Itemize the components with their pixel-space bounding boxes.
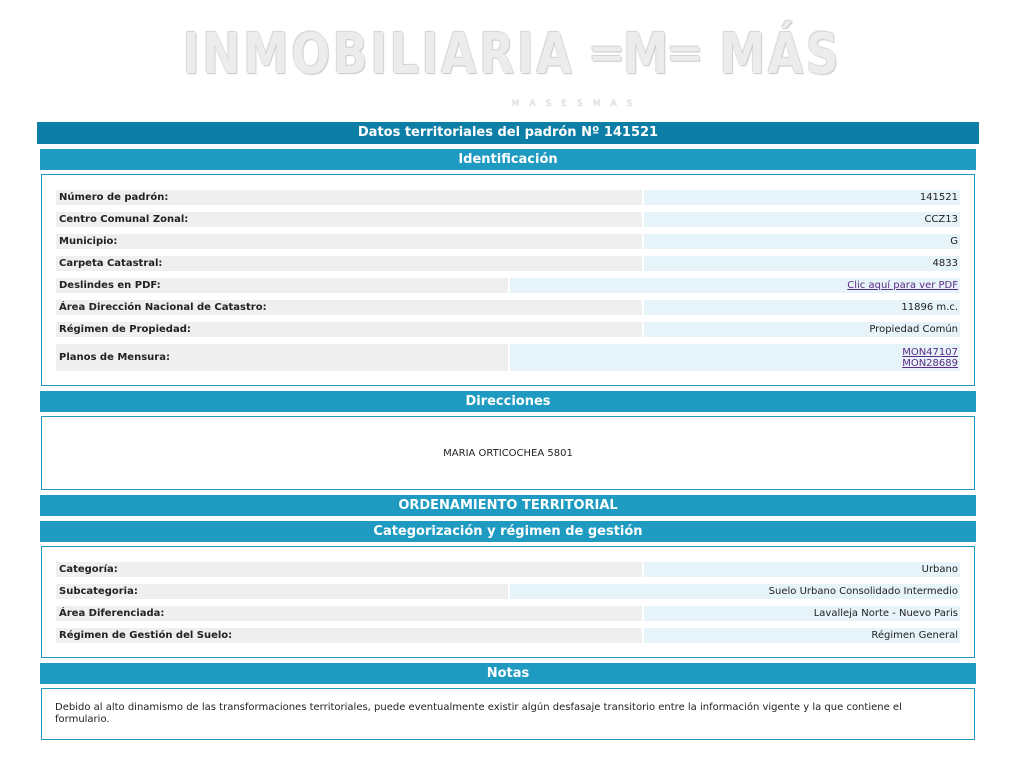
area-diferenciada-value: Lavalleja Norte - Nuevo Paris — [813, 608, 958, 619]
row-value — [510, 278, 960, 293]
section-notas-header: Notas — [40, 663, 976, 684]
section-categorizacion-header: Categorización y régimen de gestión — [40, 521, 976, 542]
subcategoria-value: Suelo Urbano Consolidado Intermedio — [768, 586, 958, 597]
row-label: Categoría: — [56, 562, 642, 577]
area-value: 11896 m.c. — [901, 302, 958, 313]
section-notas — [41, 688, 975, 740]
section-direcciones — [41, 416, 975, 490]
logo-title: INMOBILIARIA ═M═ MÁS — [182, 22, 842, 87]
row-label: Régimen de Propiedad: — [56, 322, 642, 337]
row-label: Subcategoria: — [56, 584, 508, 599]
logo — [0, 0, 1024, 120]
ccz-value: CCZ13 — [924, 214, 958, 225]
notes-text: Debido al alto dinamismo de las transformaciones territoriales, puede eventualmente existir algún desfasaje transitorio entre la información vigente y la que contiene el formulario. — [55, 702, 902, 725]
row-value — [644, 562, 960, 577]
row-value — [644, 234, 960, 249]
row-value — [644, 256, 960, 271]
address-text: MARIA ORTICOCHEA 5801 — [443, 448, 573, 459]
row-label: Área Dirección Nacional de Catastro: — [56, 300, 642, 315]
section-identificacion-header: Identificación — [40, 149, 976, 170]
padron-value: 141521 — [919, 192, 958, 203]
page-title: Datos territoriales del padrón Nº 141521 — [37, 122, 979, 144]
table-row — [56, 234, 960, 249]
section-identificacion — [41, 174, 975, 386]
section-categorizacion — [41, 546, 975, 658]
row-value — [644, 190, 960, 205]
plano-mensura-link[interactable]: MON28689 — [902, 357, 958, 369]
logo-subtitle: MASESMAS — [511, 99, 643, 109]
table-row — [56, 190, 960, 205]
row-label: Planos de Mensura: — [56, 344, 508, 371]
table-row — [56, 344, 960, 371]
regimen-gestion-value: Régimen General — [871, 630, 958, 641]
categoria-value: Urbano — [921, 564, 958, 575]
table-row — [56, 606, 960, 621]
row-value — [510, 344, 960, 371]
row-value — [510, 584, 960, 599]
regimen-value: Propiedad Común — [869, 324, 958, 335]
table-row — [56, 278, 960, 293]
table-row — [56, 584, 960, 599]
row-value — [644, 322, 960, 337]
plano-mensura-link[interactable]: MON47107 — [902, 346, 958, 358]
row-label: Área Diferenciada: — [56, 606, 642, 621]
table-row — [56, 212, 960, 227]
row-value — [644, 212, 960, 227]
table-row — [56, 562, 960, 577]
row-label: Régimen de Gestión del Suelo: — [56, 628, 642, 643]
table-row — [56, 256, 960, 271]
section-ordenamiento-header: ORDENAMIENTO TERRITORIAL — [40, 495, 976, 516]
deslindes-pdf-link[interactable]: Clic aquí para ver PDF — [847, 280, 958, 291]
table-row — [56, 300, 960, 315]
row-label: Centro Comunal Zonal: — [56, 212, 642, 227]
carpeta-value: 4833 — [932, 258, 958, 269]
row-value — [644, 606, 960, 621]
row-label: Deslindes en PDF: — [56, 278, 508, 293]
row-label: Carpeta Catastral: — [56, 256, 642, 271]
row-label: Municipio: — [56, 234, 642, 249]
table-row — [56, 628, 960, 643]
row-value — [644, 628, 960, 643]
table-row — [56, 322, 960, 337]
row-label: Número de padrón: — [56, 190, 642, 205]
row-value — [644, 300, 960, 315]
section-direcciones-header: Direcciones — [40, 391, 976, 412]
municipio-value: G — [950, 236, 958, 247]
